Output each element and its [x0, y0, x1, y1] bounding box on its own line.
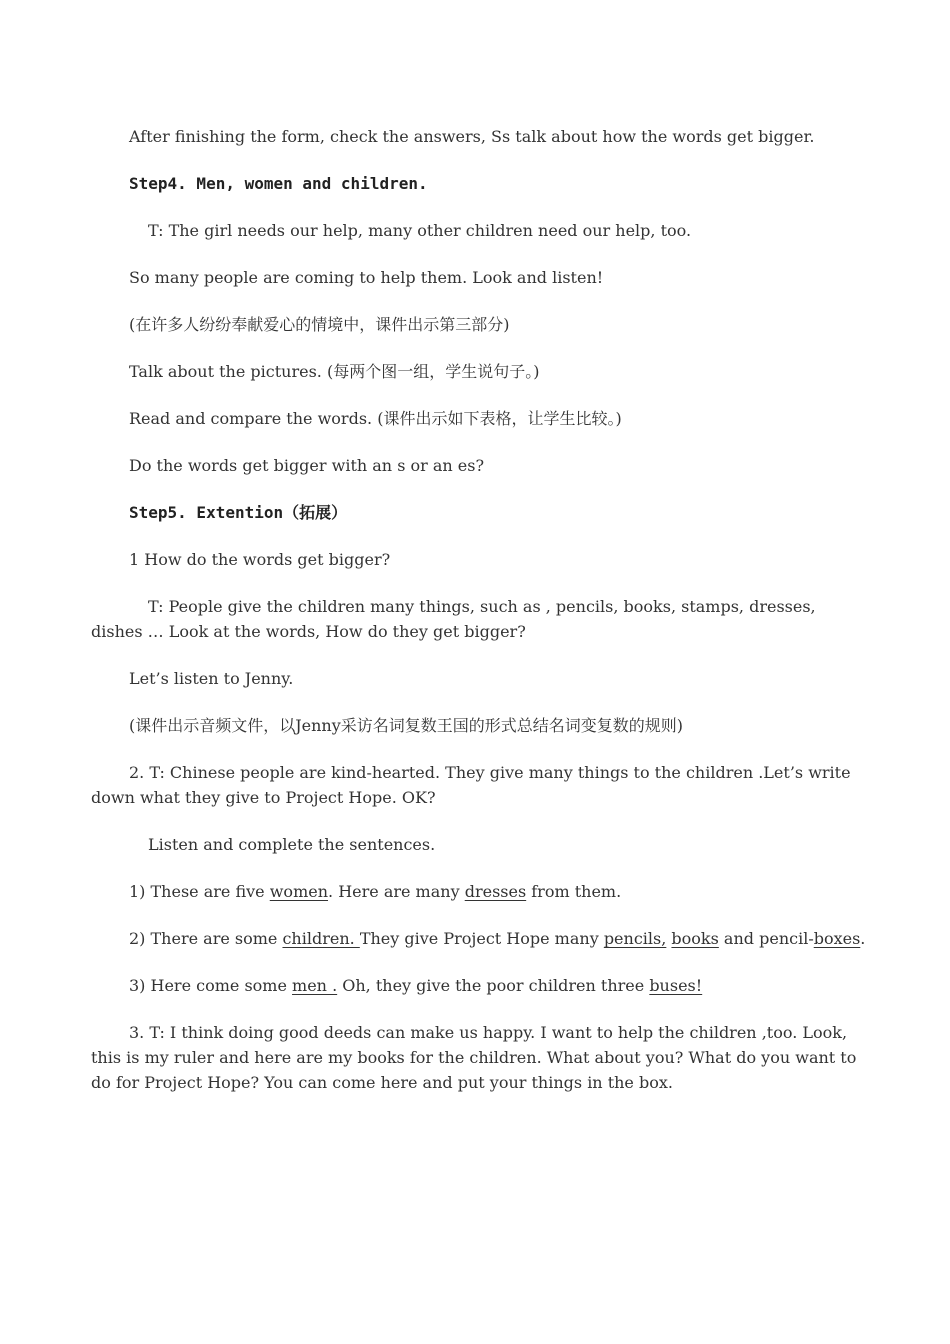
sentence-2 [91, 926, 866, 951]
sentence-1-text-c: from them. [526, 882, 622, 901]
heading-step5: Step5. Extention（拓展） [129, 503, 348, 522]
paragraph-how-bigger: 1 How do the words get bigger? [129, 550, 391, 569]
sentence-1 [91, 879, 866, 904]
paragraph-listen-complete: Listen and complete the sentences. [148, 835, 436, 854]
paragraph-people-give: T: People give the children many things, such as , pencils, books, stamps, dresses, dishes … Look at the words, How do they get bigger? [91, 597, 816, 641]
sentence-3 [91, 973, 866, 998]
heading-step4: Step4. Men, women and children. [129, 174, 428, 193]
paragraph-talk-pictures: Talk about the pictures. (每两个图一组，学生说句子。) [129, 362, 540, 381]
sentence-2-text-a: 2) There are some [129, 929, 283, 948]
sentence-3-text-a: 3) Here come some [129, 976, 293, 995]
answer-children: children. [282, 929, 360, 948]
sentence-3-text-b: Oh, they give the poor children three [337, 976, 650, 995]
sentence-2-text-d: and pencil- [718, 929, 814, 948]
sentence-2-text-b: They give Project Hope many [359, 929, 604, 948]
answer-books: books [671, 929, 719, 948]
paragraph-listen-jenny: Let’s listen to Jenny. [129, 669, 294, 688]
answer-men: men . [292, 976, 338, 995]
paragraph-chinese-people: 2. T: Chinese people are kind-hearted. They give many things to the children .Let’s write down what they give to Project Hope. OK? [91, 763, 851, 807]
paragraph-read-compare: Read and compare the words. (课件出示如下表格，让学生比较。) [129, 409, 622, 428]
paragraph-s-or-es: Do the words get bigger with an s or an es? [129, 456, 485, 475]
answer-dresses: dresses [464, 882, 527, 901]
sentence-1-text-b: . Here are many [328, 882, 465, 901]
paragraph-look-and-listen: So many people are coming to help them. Look and listen! [129, 268, 604, 287]
answer-women: women [269, 882, 329, 901]
sentence-1-text-a: 1) These are five [129, 882, 270, 901]
sentence-2-text-e: . [860, 929, 866, 948]
paragraph-girl-needs-help: T: The girl needs our help, many other children need our help, too. [148, 221, 692, 240]
paragraph-audio-file: (课件出示音频文件，以Jenny采访名词复数王国的形式总结名词变复数的规则) [129, 716, 684, 735]
answer-pencils: pencils, [603, 929, 667, 948]
paragraph-form-answers: After finishing the form, check the answers, Ss talk about how the words get bigger. [129, 127, 815, 146]
answer-boxes: boxes [813, 929, 861, 948]
answer-buses: buses! [649, 976, 703, 995]
paragraph-good-deeds: 3. T: I think doing good deeds can make us happy. I want to help the children ,too. Look, this is my ruler and here are my books for the children. What about you? What do you want to do for Project Hope? You can come here and put your things in the box. [91, 1023, 857, 1092]
paragraph-courseware-part3: (在许多人纷纷奉献爱心的情境中，课件出示第三部分) [129, 315, 510, 334]
document-page [91, 124, 866, 1117]
